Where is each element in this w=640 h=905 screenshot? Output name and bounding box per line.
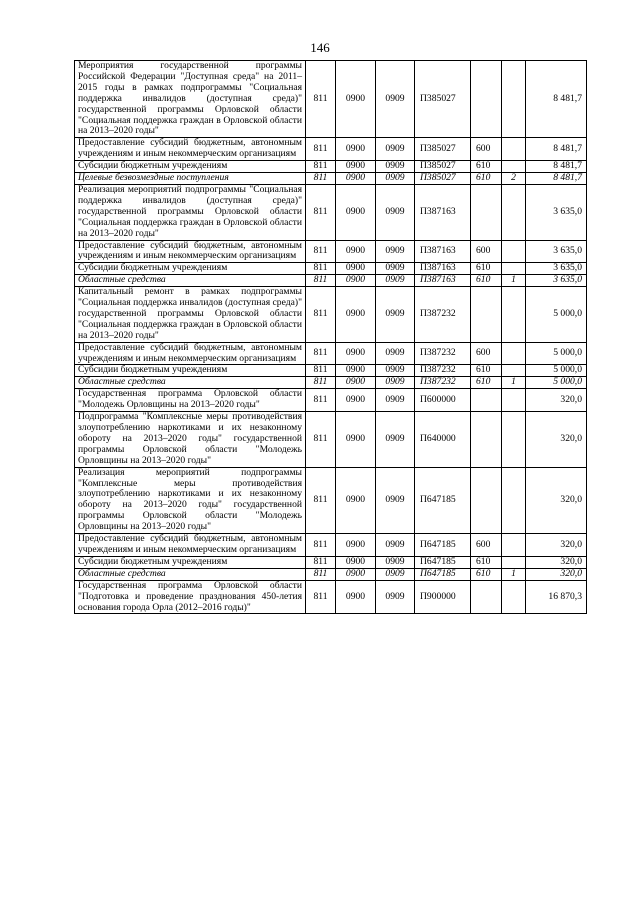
row-source: [502, 580, 526, 614]
row-subsection: 0909: [376, 138, 415, 161]
row-expense-type: 610: [471, 377, 502, 389]
row-source: [502, 412, 526, 468]
row-subsection: 0909: [376, 275, 415, 287]
row-section: 0900: [336, 61, 376, 138]
row-sum: 8 481,7: [526, 138, 587, 161]
row-section: 0900: [336, 173, 376, 185]
table-row: [75, 580, 587, 614]
row-grbs: 811: [306, 534, 336, 557]
row-target-article: П647185: [415, 556, 471, 568]
row-grbs: 811: [306, 342, 336, 365]
row-sum: 3 635,0: [526, 240, 587, 263]
row-expense-type: [471, 580, 502, 614]
row-section: 0900: [336, 275, 376, 287]
row-sum: 3 635,0: [526, 263, 587, 275]
row-subsection: 0909: [376, 263, 415, 275]
row-sum: 320,0: [526, 534, 587, 557]
row-section: 0900: [336, 240, 376, 263]
row-subsection: 0909: [376, 568, 415, 580]
row-subsection: 0909: [376, 377, 415, 389]
row-grbs: 811: [306, 161, 336, 173]
row-source: 1: [502, 568, 526, 580]
row-source: [502, 389, 526, 412]
row-grbs: 811: [306, 287, 336, 343]
row-source: [502, 138, 526, 161]
row-section: 0900: [336, 365, 376, 377]
row-sum: 8 481,7: [526, 61, 587, 138]
table-row: [75, 138, 587, 161]
budget-table: [74, 60, 587, 614]
row-source: 1: [502, 275, 526, 287]
row-name: Областные средства: [75, 377, 306, 389]
row-section: 0900: [336, 556, 376, 568]
row-grbs: 811: [306, 138, 336, 161]
table-row: [75, 161, 587, 173]
row-section: 0900: [336, 138, 376, 161]
row-name: Субсидии бюджетным учреждениям: [75, 263, 306, 275]
row-target-article: П387232: [415, 342, 471, 365]
row-target-article: П600000: [415, 389, 471, 412]
row-grbs: 811: [306, 365, 336, 377]
row-expense-type: 600: [471, 342, 502, 365]
row-target-article: П900000: [415, 580, 471, 614]
row-name: Предоставление субсидий бюджетным, автономным учреждениям и иным некоммерческим организациям: [75, 138, 306, 161]
row-sum: 8 481,7: [526, 161, 587, 173]
row-sum: 8 481,7: [526, 173, 587, 185]
row-grbs: 811: [306, 184, 336, 240]
table-row: [75, 61, 587, 138]
row-expense-type: [471, 389, 502, 412]
row-target-article: П387232: [415, 287, 471, 343]
table-row: [75, 342, 587, 365]
row-name: Субсидии бюджетным учреждениям: [75, 556, 306, 568]
row-subsection: 0909: [376, 412, 415, 468]
row-expense-type: [471, 412, 502, 468]
table-row: [75, 534, 587, 557]
row-name: Субсидии бюджетным учреждениям: [75, 161, 306, 173]
row-grbs: 811: [306, 556, 336, 568]
row-name: Предоставление субсидий бюджетным, автономным учреждениям и иным некоммерческим организациям: [75, 534, 306, 557]
row-target-article: П385027: [415, 173, 471, 185]
row-subsection: 0909: [376, 556, 415, 568]
row-target-article: П387163: [415, 240, 471, 263]
row-source: [502, 534, 526, 557]
row-sum: 320,0: [526, 389, 587, 412]
row-sum: 5 000,0: [526, 287, 587, 343]
row-subsection: 0909: [376, 173, 415, 185]
row-grbs: 811: [306, 275, 336, 287]
row-name: Субсидии бюджетным учреждениям: [75, 365, 306, 377]
row-section: 0900: [336, 161, 376, 173]
row-name: Целевые безвозмездные поступления: [75, 173, 306, 185]
row-expense-type: 610: [471, 275, 502, 287]
row-source: 1: [502, 377, 526, 389]
row-subsection: 0909: [376, 161, 415, 173]
row-subsection: 0909: [376, 389, 415, 412]
row-name: Государственная программа Орловской области "Подготовка и проведение празднования 450-летия основания города Орла (2012–2016 годы)": [75, 580, 306, 614]
table-row: [75, 173, 587, 185]
row-section: 0900: [336, 389, 376, 412]
row-sum: 5 000,0: [526, 342, 587, 365]
row-section: 0900: [336, 534, 376, 557]
row-section: 0900: [336, 412, 376, 468]
row-grbs: 811: [306, 568, 336, 580]
row-grbs: 811: [306, 61, 336, 138]
row-source: 2: [502, 173, 526, 185]
table-row: [75, 389, 587, 412]
row-target-article: П387163: [415, 263, 471, 275]
row-name: Государственная программа Орловской области "Молодежь Орловщины на 2013–2020 годы": [75, 389, 306, 412]
row-source: [502, 287, 526, 343]
row-section: 0900: [336, 184, 376, 240]
row-sum: 3 635,0: [526, 184, 587, 240]
row-sum: 3 635,0: [526, 275, 587, 287]
row-sum: 320,0: [526, 412, 587, 468]
row-sum: 320,0: [526, 568, 587, 580]
row-subsection: 0909: [376, 534, 415, 557]
row-source: [502, 61, 526, 138]
row-target-article: П387232: [415, 377, 471, 389]
row-section: 0900: [336, 467, 376, 533]
row-name: Мероприятия государственной программы Российской Федерации "Доступная среда" на 2011–2015 годы в рамках подпрограммы "Социальная поддержка инвалидов (доступная среда)" государственной программы Орловской области "Социальная поддержка граждан в Орловской области на 2013–2020 годы": [75, 61, 306, 138]
row-subsection: 0909: [376, 580, 415, 614]
row-source: [502, 184, 526, 240]
row-expense-type: 610: [471, 568, 502, 580]
row-source: [502, 161, 526, 173]
row-sum: 16 870,3: [526, 580, 587, 614]
row-name: Капитальный ремонт в рамках подпрограммы "Социальная поддержка инвалидов (доступная среда)" государственной программы Орловской области "Социальная поддержка граждан в Орловской области на 2013–2020 годы": [75, 287, 306, 343]
row-target-article: П387232: [415, 365, 471, 377]
row-expense-type: 610: [471, 263, 502, 275]
row-grbs: 811: [306, 263, 336, 275]
row-target-article: П385027: [415, 138, 471, 161]
table-row: [75, 240, 587, 263]
row-sum: 320,0: [526, 556, 587, 568]
row-sum: 5 000,0: [526, 377, 587, 389]
row-expense-type: 610: [471, 173, 502, 185]
row-subsection: 0909: [376, 61, 415, 138]
row-subsection: 0909: [376, 342, 415, 365]
row-grbs: 811: [306, 377, 336, 389]
row-expense-type: 600: [471, 534, 502, 557]
row-source: [502, 240, 526, 263]
table-row: [75, 275, 587, 287]
row-section: 0900: [336, 263, 376, 275]
row-target-article: П647185: [415, 467, 471, 533]
row-section: 0900: [336, 287, 376, 343]
row-expense-type: 600: [471, 240, 502, 263]
row-target-article: П387163: [415, 275, 471, 287]
row-subsection: 0909: [376, 184, 415, 240]
row-target-article: П640000: [415, 412, 471, 468]
row-name: Предоставление субсидий бюджетным, автономным учреждениям и иным некоммерческим организациям: [75, 342, 306, 365]
row-grbs: 811: [306, 580, 336, 614]
row-section: 0900: [336, 342, 376, 365]
row-subsection: 0909: [376, 240, 415, 263]
row-expense-type: 610: [471, 556, 502, 568]
row-grbs: 811: [306, 412, 336, 468]
row-section: 0900: [336, 568, 376, 580]
row-section: 0900: [336, 580, 376, 614]
row-source: [502, 365, 526, 377]
table-row: [75, 568, 587, 580]
row-expense-type: [471, 184, 502, 240]
row-name: Предоставление субсидий бюджетным, автономным учреждениям и иным некоммерческим организациям: [75, 240, 306, 263]
row-name: Подпрограмма "Комплексные меры противодействия злоупотреблению наркотиками и их незаконному обороту на 2013–2020 годы" государственной программы Орловской области "Молодежь Орловщины на 2013–2020 годы": [75, 412, 306, 468]
row-source: [502, 263, 526, 275]
row-subsection: 0909: [376, 287, 415, 343]
row-target-article: П387163: [415, 184, 471, 240]
row-name: Реализация мероприятий подпрограммы "Социальная поддержка инвалидов (доступная среда)" государственной программы Орловской области "Социальная поддержка граждан в Орловской области на 2013–2020 годы": [75, 184, 306, 240]
row-expense-type: 600: [471, 138, 502, 161]
row-sum: 320,0: [526, 467, 587, 533]
row-expense-type: 610: [471, 161, 502, 173]
row-target-article: П647185: [415, 534, 471, 557]
row-name: Областные средства: [75, 568, 306, 580]
row-subsection: 0909: [376, 365, 415, 377]
table-row: [75, 287, 587, 343]
table-row: [75, 556, 587, 568]
row-expense-type: [471, 287, 502, 343]
row-source: [502, 467, 526, 533]
row-grbs: 811: [306, 389, 336, 412]
row-target-article: П647185: [415, 568, 471, 580]
row-section: 0900: [336, 377, 376, 389]
row-source: [502, 556, 526, 568]
table-row: [75, 377, 587, 389]
table-row: [75, 412, 587, 468]
page-number: 146: [310, 40, 330, 55]
row-source: [502, 342, 526, 365]
row-expense-type: [471, 467, 502, 533]
row-target-article: П385027: [415, 161, 471, 173]
table-row: [75, 184, 587, 240]
row-name: Областные средства: [75, 275, 306, 287]
row-grbs: 811: [306, 240, 336, 263]
row-name: Реализация мероприятий подпрограммы "Комплексные меры противодействия злоупотреблению наркотиками и их незаконному обороту на 2013–2020 годы" государственной программы Орловской области "Молодежь Орловщины на 2013–2020 годы": [75, 467, 306, 533]
table-row: [75, 467, 587, 533]
budget-table-body: [75, 61, 587, 614]
row-target-article: П385027: [415, 61, 471, 138]
row-grbs: 811: [306, 173, 336, 185]
row-sum: 5 000,0: [526, 365, 587, 377]
table-row: [75, 263, 587, 275]
row-subsection: 0909: [376, 467, 415, 533]
table-row: [75, 365, 587, 377]
row-expense-type: [471, 61, 502, 138]
row-expense-type: 610: [471, 365, 502, 377]
row-grbs: 811: [306, 467, 336, 533]
